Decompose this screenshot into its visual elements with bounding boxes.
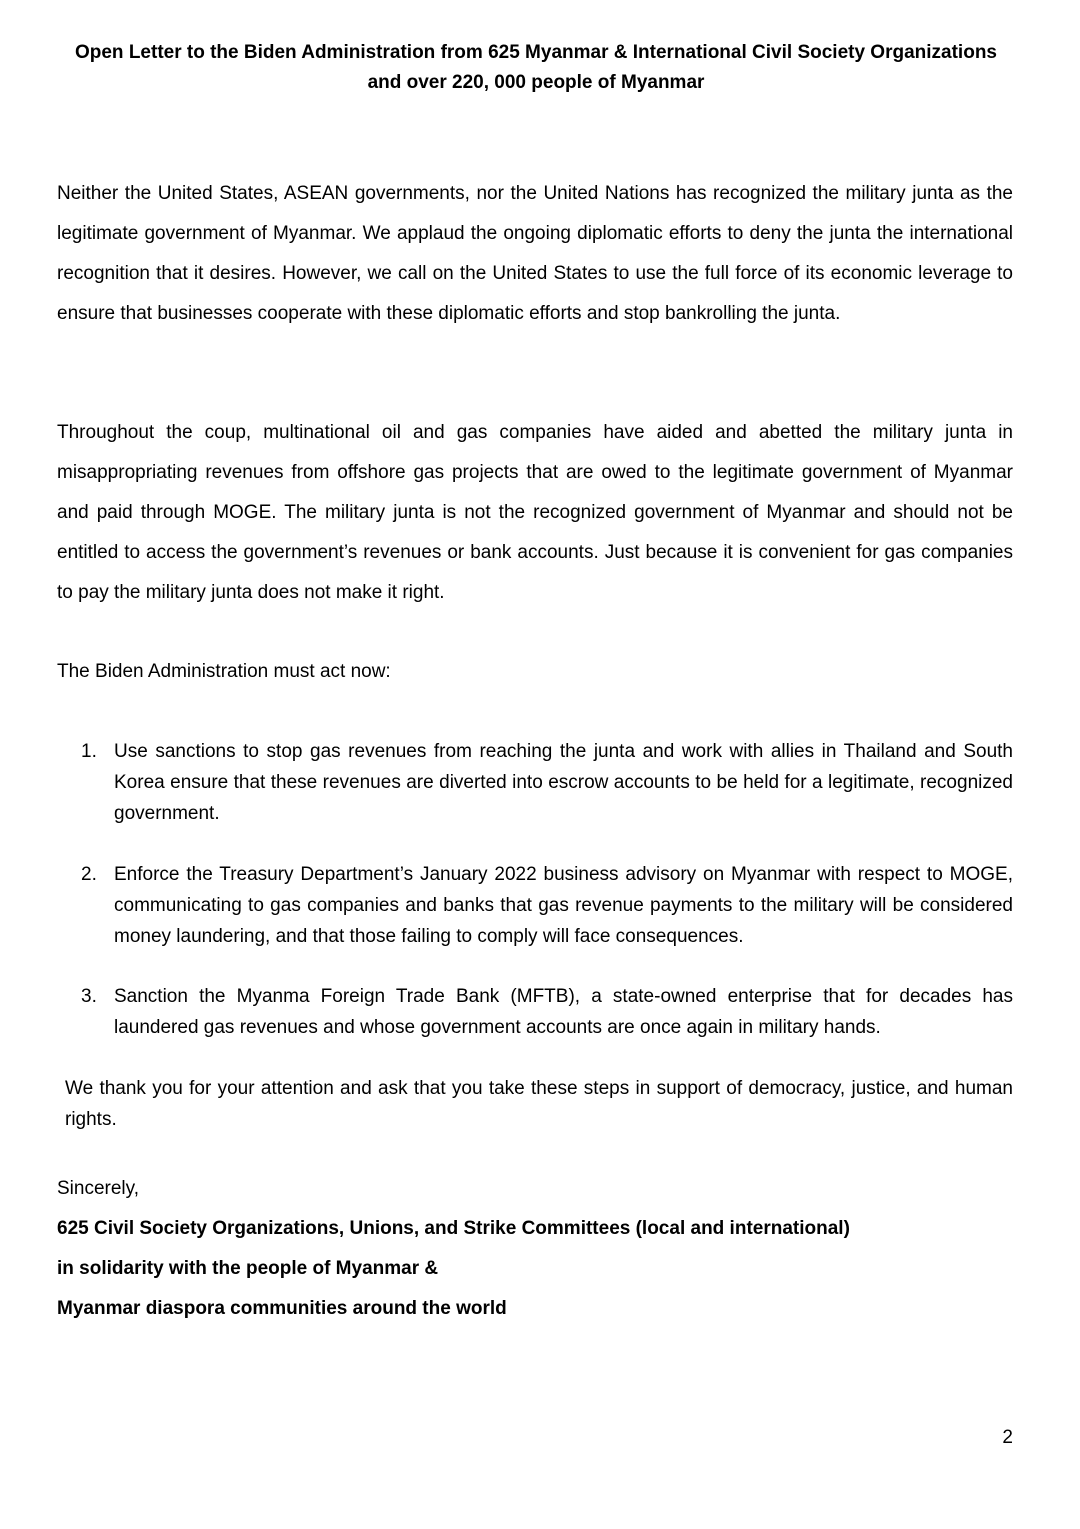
closing-paragraph: We thank you for your attention and ask that you take these steps in support of democracy, justice, and human rights. <box>65 1078 1013 1130</box>
page-number: 2 <box>1002 1427 1013 1448</box>
signoff: Sincerely, <box>57 1178 140 1199</box>
list-item-1 <box>81 736 1013 829</box>
paragraph-recognition: Neither the United States, ASEAN governments, nor the United Nations has recognized the military junta as the legitimate government of Myanmar. We applaud the ongoing diplomatic efforts to deny the junta the international recognition that it desires. However, we call on the United States to use the full force of its economic leverage to ensure that businesses cooperate with these diplomatic efforts and stop bankrolling the junta. <box>57 183 1013 324</box>
list-item-text: Sanction the Myanma Foreign Trade Bank (MFTB), a state-owned enterprise that for decades has laundered gas revenues and whose government accounts are once again in military hands. <box>114 986 1013 1038</box>
list-item-text: Enforce the Treasury Department’s January 2022 business advisory on Myanmar with respect to MOGE, communicating to gas companies and banks that gas revenue payments to the military will be considered money laundering, and that those failing to comply will face consequences. <box>114 864 1013 947</box>
signature-line-1: 625 Civil Society Organizations, Unions, and Strike Committees (local and international) <box>57 1218 850 1239</box>
letter-title-line-1: Open Letter to the Biden Administration from 625 Myanmar & International Civil Society Organizations <box>74 42 997 63</box>
paragraph-call-to-action: The Biden Administration must act now: <box>57 661 391 682</box>
signature-line-2: in solidarity with the people of Myanmar & <box>57 1258 439 1279</box>
list-item-number: 1. <box>81 741 97 762</box>
letter-title-line-2: and over 220, 000 people of Myanmar <box>367 72 705 93</box>
list-item-3 <box>81 981 1013 1043</box>
signature-block <box>57 1169 1013 1329</box>
list-item-2 <box>81 859 1013 952</box>
list-item-number: 3. <box>81 986 97 1007</box>
list-item-text: Use sanctions to stop gas revenues from reaching the junta and work with allies in Thailand and South Korea ensure that these revenues are diverted into escrow accounts to be held for a legitimate, recognized government. <box>114 741 1013 824</box>
list-item-number: 2. <box>81 864 97 885</box>
letter-title <box>60 38 1012 98</box>
signature-line-3: Myanmar diaspora communities around the world <box>57 1298 507 1319</box>
paragraph-coup-revenues: Throughout the coup, multinational oil and gas companies have aided and abetted the military junta in misappropriating revenues from offshore gas projects that are owed to the legitimate government of Myanmar and paid through MOGE. The military junta is not the recognized government of Myanmar and should not be entitled to access the government’s revenues or bank accounts. Just because it is convenient for gas companies to pay the military junta does not make it right. <box>57 422 1013 603</box>
